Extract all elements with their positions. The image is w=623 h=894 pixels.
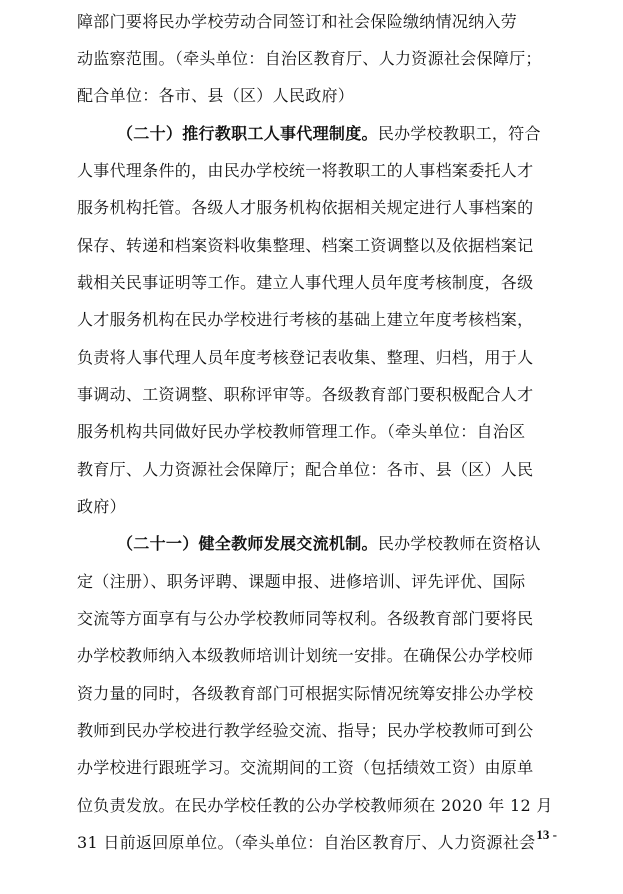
text-line: 服务机构共同做好民办学校教师管理工作。（牵头单位：自治区 [77,422,526,441]
text-line: 教师到民办学校进行教学经验交流、指导；民办学校教师可到公 [77,721,534,740]
text-line: 载相关民事证明等工作。建立人事代理人员年度考核制度，各级 [77,273,534,292]
text-line: 办学校教师纳入本级教师培训计划统一安排。在确保公办学校师 [77,646,534,665]
text-line: 服务机构托管。各级人才服务机构依据相关规定进行人事档案的 [77,198,534,217]
text-line: 交流等方面享有与公办学校教师同等权利。各级教育部门要将民 [77,609,534,628]
text-line: 动监察范围。（牵头单位：自治区教育厅、人力资源社会保障厅； [77,49,542,68]
text-line: 31 日前返回原单位。（牵头单位：自治区教育厅、人力资源社会 [77,833,536,852]
page-number: - 13 - [528,827,557,842]
text-line: 教育厅、人力资源社会保障厅；配合单位：各市、县（区）人民 [77,460,534,479]
section-heading-line: （二十一）健全教师发展交流机制。民办学校教师在资格认 [117,534,541,553]
text-line: 政府） [77,497,126,516]
section-heading: （二十）推行教职工人事代理制度。 [117,124,378,143]
text-line: 办学校进行跟班学习。交流期间的工资（包括绩效工资）由原单 [77,758,534,777]
text-line: 人事代理条件的，由民办学校统一将教职工的人事档案委托人才 [77,161,534,180]
text-line: 资力量的同时，各级教育部门可根据实际情况统筹安排公办学校 [77,684,534,703]
text-line: 负责将人事代理人员年度考核登记表收集、整理、归档，用于人 [77,348,534,367]
text-line: 位负责发放。在民办学校任教的公办学校教师须在 2020 年 12 月 [77,796,553,815]
text-line: 保存、转递和档案资料收集整理、档案工资调整以及依据档案记 [77,236,534,255]
section-heading-line: （二十）推行教职工人事代理制度。民办学校教职工，符合 [117,124,541,143]
text-line: 定（注册）、职务评聘、课题申报、进修培训、评先评优、国际 [77,572,526,591]
text-line: 配合单位：各市、县（区）人民政府） [77,86,355,105]
text-line: 事调动、工资调整、职称评审等。各级教育部门要积极配合人才 [77,385,534,404]
section-heading: （二十一）健全教师发展交流机制。 [117,534,378,553]
text-line: 障部门要将民办学校劳动合同签订和社会保险缴纳情况纳入劳 [77,12,518,31]
text-line: 人才服务机构在民办学校进行考核的基础上建立年度考核档案， [77,310,534,329]
